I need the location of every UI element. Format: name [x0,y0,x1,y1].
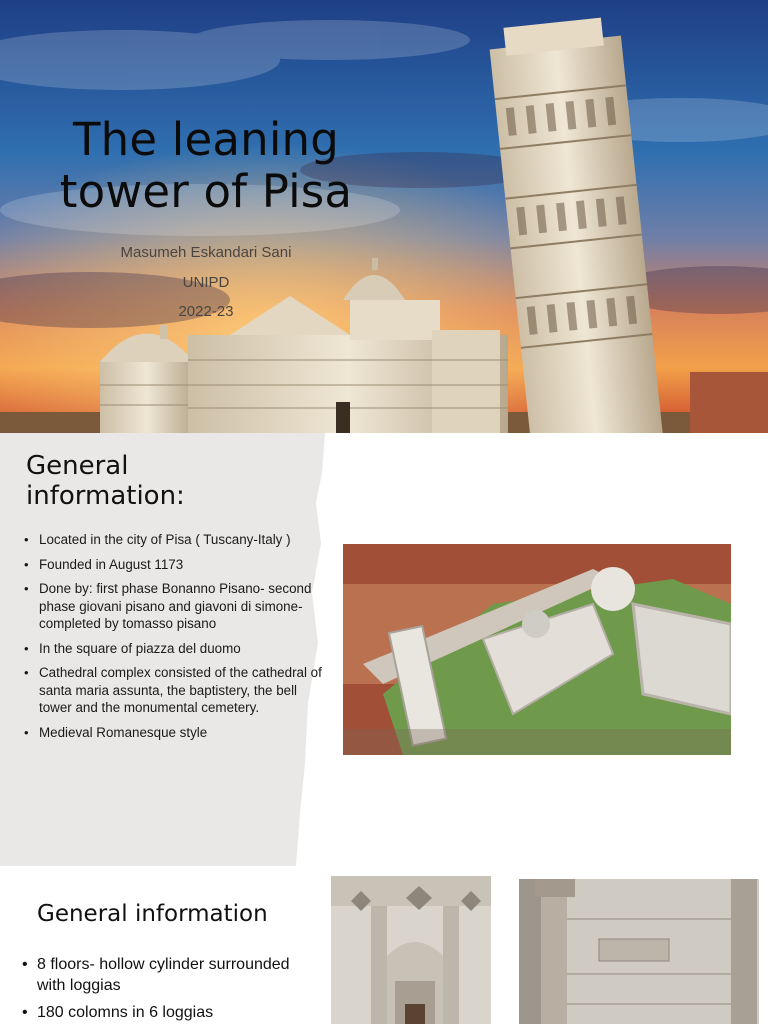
tower-facade-photo [331,876,491,1024]
aerial-photo [343,544,731,755]
academic-year: 2022-23 [178,303,234,320]
info-bullet-list [24,531,324,748]
title-line-1: The leaning [72,113,340,166]
page-title [36,114,376,218]
list-item: • Done by: first phase Bonanno Pisano- second phase giovani pisano and giavoni di simone- completed by tomasso pisano [24,580,324,633]
section-heading: General information [37,901,268,927]
info-bullet-list [22,954,312,1024]
general-information-slide [0,433,768,866]
section-heading [26,451,306,511]
list-item: • Located in the city of Pisa ( Tuscany-Italy ) [24,531,324,549]
author-name: Masumeh Eskandari Sani [120,244,292,261]
title-line-2: tower of Pisa [59,165,353,218]
general-information-slide-2 [0,866,768,1024]
heading-line-1: General [26,451,129,481]
title-slide [0,0,768,433]
list-item: • In the square of piazza del duomo [24,640,324,658]
list-item: • 180 colomns in 6 loggias [22,1002,312,1023]
tower-column-photo [519,879,759,1024]
list-item: • Medieval Romanesque style [24,724,324,742]
list-item: • Founded in August 1173 [24,556,324,574]
list-item: • 8 floors- hollow cylinder surrounded with loggias [22,954,312,996]
list-item: • Cathedral complex consisted of the cathedral of santa maria assunta, the baptistery, the bell tower and the monumental cemetery. [24,664,324,717]
organization-name: UNIPD [182,274,230,291]
heading-line-2: information: [26,481,185,511]
